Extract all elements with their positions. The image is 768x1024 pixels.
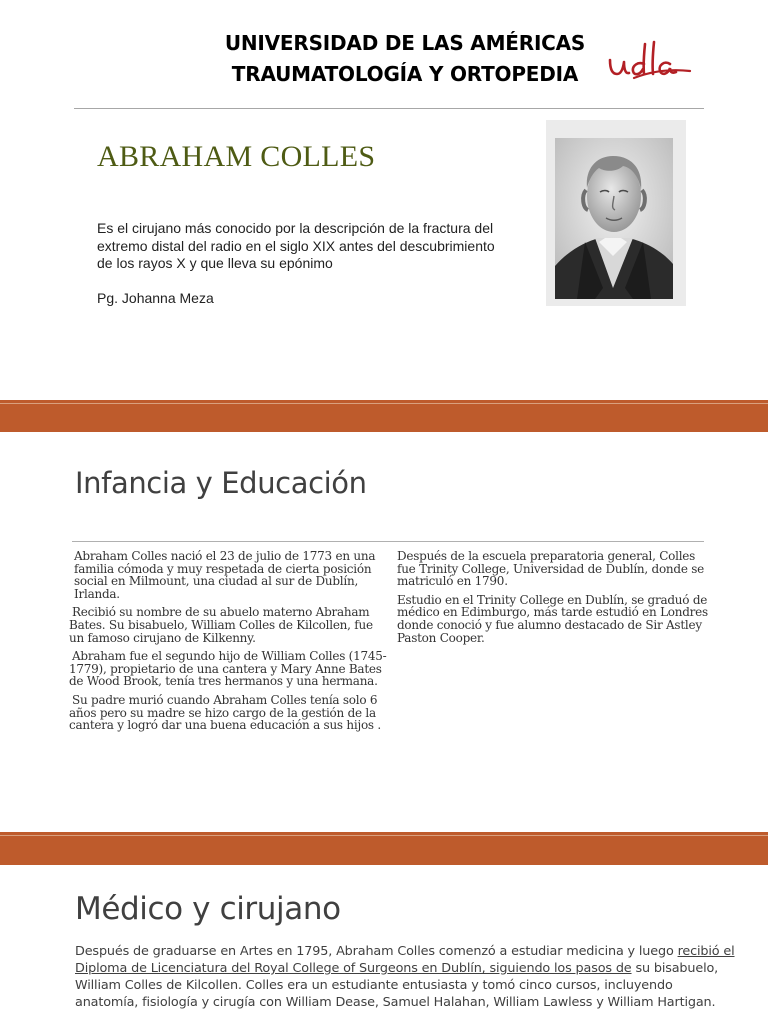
university-name: UNIVERSIDAD DE LAS AMÉRICAS [224, 31, 586, 55]
section-band [0, 832, 768, 865]
section-band [0, 400, 768, 432]
author-name: Pg. Johanna Meza [97, 290, 214, 306]
section-title-career: Médico y cirujano [75, 891, 341, 927]
career-paragraph [75, 943, 735, 1011]
underlined-text: recibió el Diploma de Licenciatura del Royal College of Surgeons en Dublín, siguiendo los pasos de [75, 944, 735, 976]
paragraph: Después de la escuela preparatoria general, Colles fue Trinity College, Universidad de Dublín, donde se matriculó en 1790. [397, 549, 705, 589]
paragraph: Estudio en el Trinity College en Dublín, se graduó de médico en Edimburgo, más tarde estudió en Londres donde conoció y fue alumno destacado de Sir Astley Paston Cooper. [397, 592, 708, 645]
slide-title: ABRAHAM COLLES [97, 140, 376, 173]
udla-logo [604, 38, 694, 88]
paragraph-text: Después de graduarse en Artes en 1795, Abraham Colles comenzó a estudiar medicina y luego [75, 944, 678, 959]
paragraph-text: su bisabuelo, William Colles de Kilcollen. Colles era un estudiante entusiasta y tomó cinco cursos, incluyendo anatomía, fisiología y cirugía con William Dease, Samuel Halahan, William Lawless y William Hartigan. [75, 961, 719, 1010]
left-column [69, 550, 387, 738]
section-divider [72, 541, 704, 542]
paragraph: Abraham Colles nació el 23 de julio de 1773 en una familia cómoda y muy respetada de cierta posición social en Milmount, una ciudad al sur de Dublín, Irlanda. [74, 549, 376, 601]
paragraph: Su padre murió cuando Abraham Colles tenía solo 6 años pero su madre se hizo cargo de la gestión de la cantera y logró dar una buena educación a sus hijos . [69, 692, 381, 733]
portrait-image [555, 138, 673, 299]
section-title-childhood: Infancia y Educación [75, 466, 367, 500]
header-divider [74, 108, 704, 109]
title-slide [0, 0, 768, 400]
university-header [200, 28, 610, 90]
paragraph: Abraham fue el segundo hijo de William Colles (1745-1779), propietario de una cantera y Mary Anne Bates de Wood Brook, tenía tres hermanos y una hermana. [69, 649, 387, 689]
paragraph: Recibió su nombre de su abuelo materno Abraham Bates. Su bisabuelo, William Colles de Kilcollen, fue un famoso cirujano de Kilkenny. [69, 605, 373, 645]
right-column [397, 550, 709, 650]
department-name: TRAUMATOLOGÍA Y ORTOPEDIA [231, 62, 579, 86]
description-text: Es el cirujano más conocido por la descripción de la fractura del extremo distal del radio en el siglo XIX antes del descubrimiento de los rayos X y que lleva su epónimo [97, 220, 495, 271]
